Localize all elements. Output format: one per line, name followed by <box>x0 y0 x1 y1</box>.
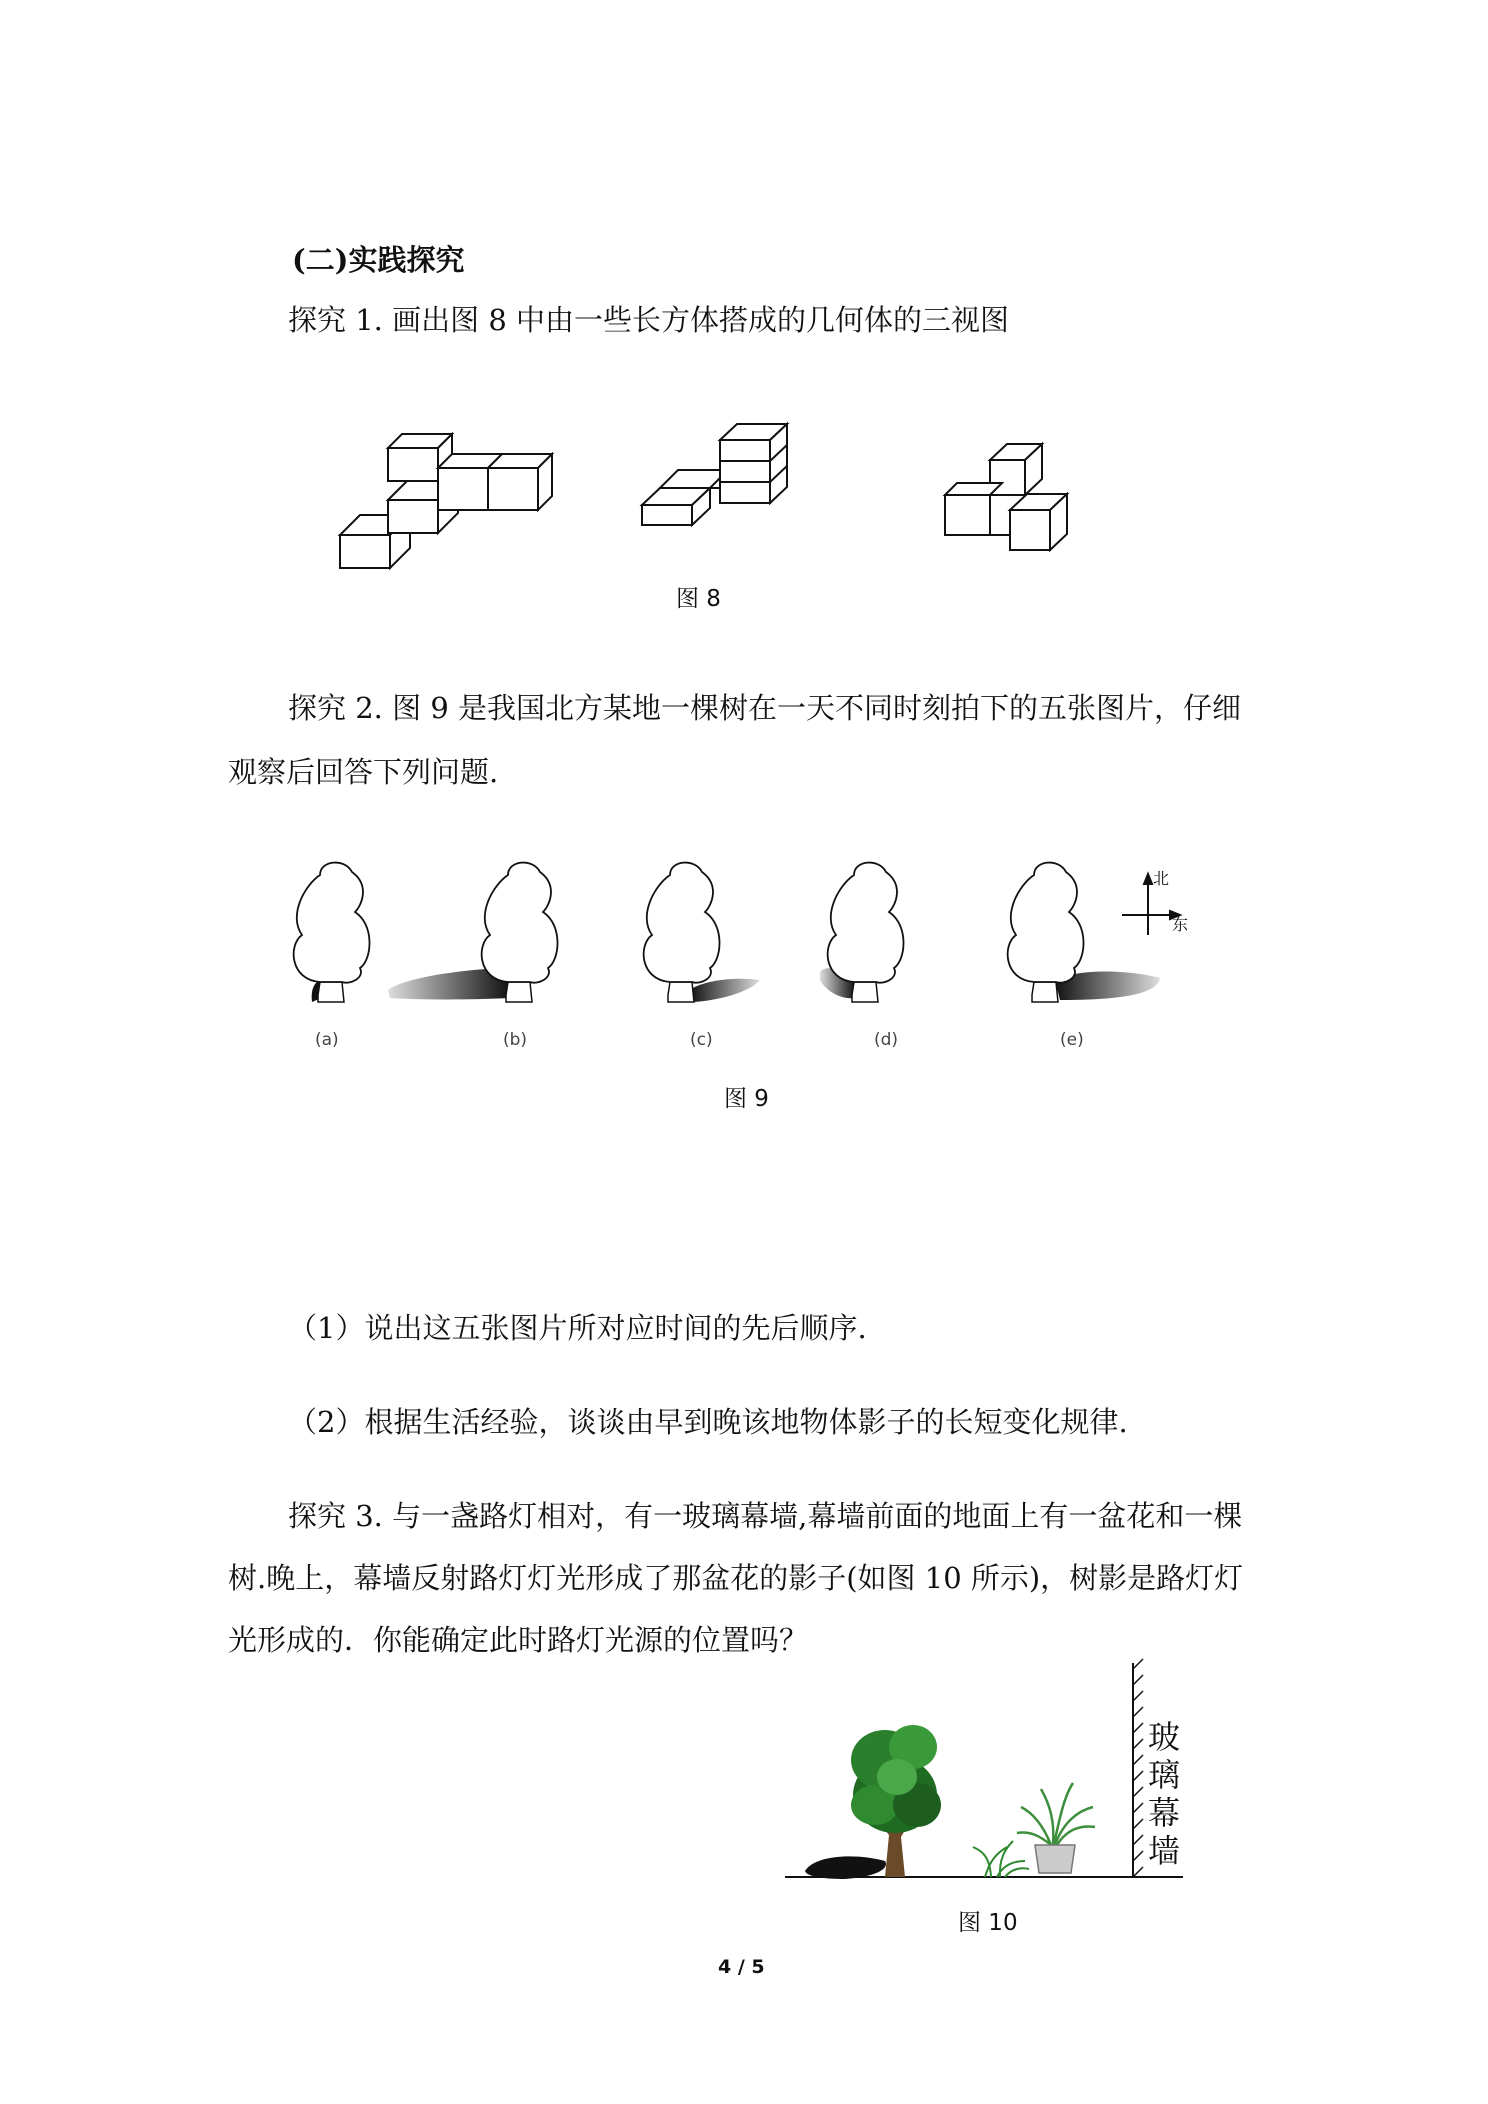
wall-label-char-3: 幕 <box>1147 1794 1180 1832</box>
wall-label-char-2: 璃 <box>1147 1756 1180 1794</box>
compass-north-label: 北 <box>1153 869 1170 888</box>
figure-9 <box>280 850 1200 1020</box>
fig9-label-c: (c) <box>690 1030 713 1050</box>
tree-e <box>1008 863 1160 1002</box>
fig9-label-b: (b) <box>503 1030 528 1050</box>
fig9-label-d: (d) <box>874 1030 899 1050</box>
tree-canopy <box>851 1725 941 1833</box>
question-2-sub-1: （1）说出这五张图片所对应时间的先后顺序. <box>288 1311 867 1345</box>
figure-10 <box>785 1655 1195 1895</box>
question-2-line-1: 探究 2. 图 9 是我国北方某地一棵树在一天不同时刻拍下的五张图片，仔细 <box>288 691 1241 725</box>
question-1-text: 探究 1. 画出图 8 中由一些长方体搭成的几何体的三视图 <box>288 303 1009 337</box>
glass-wall <box>1133 1659 1143 1877</box>
glass-wall-label <box>1146 1718 1182 1870</box>
fig10-caption: 图 10 <box>958 1910 1018 1936</box>
grass <box>973 1841 1029 1877</box>
question-3-line-2: 树.晚上，幕墙反射路灯灯光形成了那盆花的影子(如图 10 所示)，树影是路灯灯 <box>228 1561 1244 1595</box>
wall-label-char-1: 玻 <box>1147 1718 1180 1756</box>
tree-b <box>388 863 558 1002</box>
flower-pot <box>1017 1783 1095 1873</box>
fig8-caption: 图 8 <box>676 586 721 612</box>
section-title: (二)实践探究 <box>292 243 465 277</box>
tree-c <box>644 863 760 1002</box>
question-2-sub-2: （2）根据生活经验，谈谈由早到晚该地物体影子的长短变化规律. <box>288 1405 1128 1439</box>
question-2-line-2: 观察后回答下列问题. <box>228 755 499 789</box>
question-3-line-3: 光形成的．你能确定此时路灯光源的位置吗？ <box>228 1623 809 1657</box>
fig8-solid-3 <box>945 444 1067 550</box>
fig8-solid-1 <box>340 434 552 568</box>
fig9-label-a: (a) <box>315 1030 339 1050</box>
wall-label-char-4: 墙 <box>1147 1832 1180 1870</box>
fig9-caption: 图 9 <box>724 1086 769 1112</box>
figure-8 <box>330 400 1130 580</box>
tree-shadow <box>805 1856 886 1879</box>
fig8-solid-2 <box>642 424 787 525</box>
compass-east-label: 东 <box>1172 915 1189 934</box>
tree-d <box>820 863 904 1002</box>
tree-a <box>294 863 370 1002</box>
fig9-label-e: (e) <box>1060 1030 1084 1050</box>
page-number: 4 / 5 <box>718 1956 765 1978</box>
question-3-line-1: 探究 3. 与一盏路灯相对，有一玻璃幕墙,幕墙前面的地面上有一盆花和一棵 <box>288 1499 1243 1533</box>
